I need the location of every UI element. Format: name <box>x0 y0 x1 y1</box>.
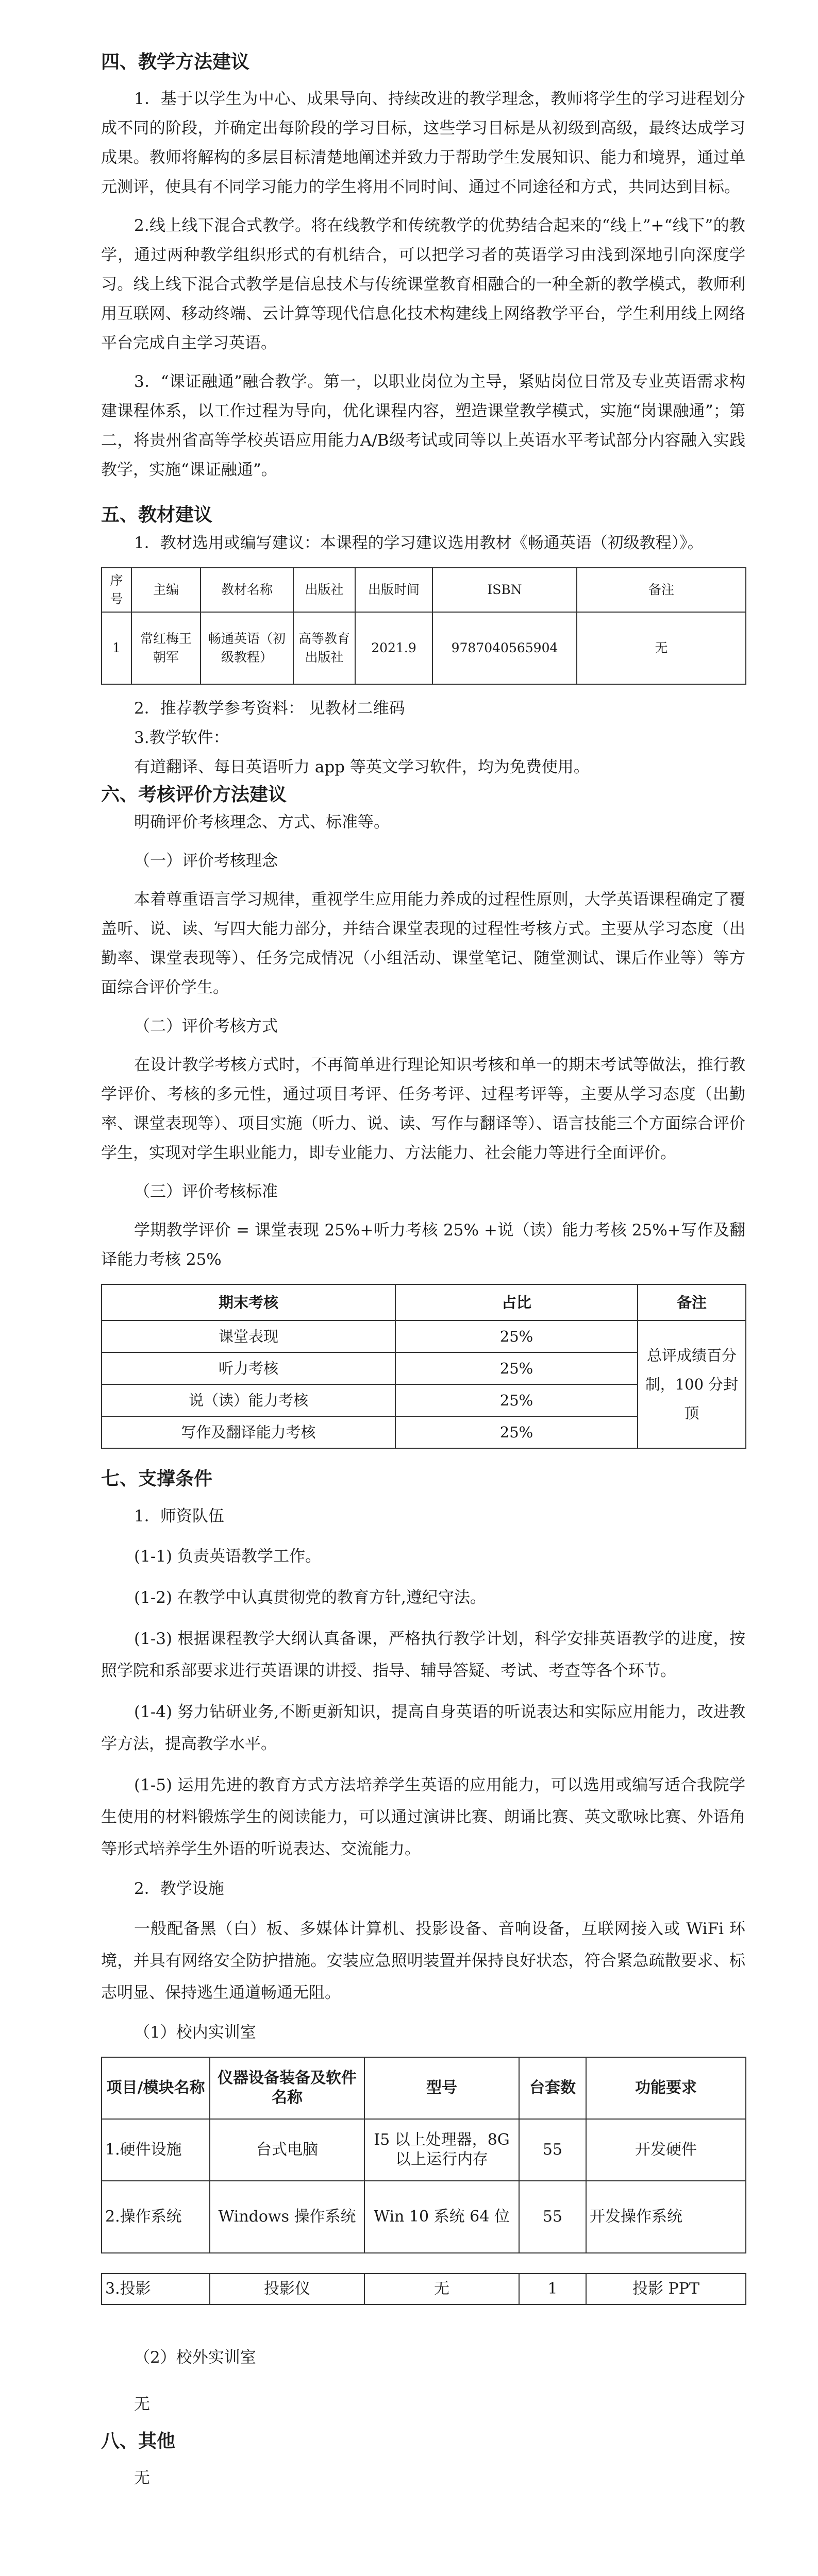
table-header-cell: 教材名称 <box>201 568 293 612</box>
table-cell: 开发操作系统 <box>586 2181 746 2253</box>
table-note-cell: 总评成绩百分制，100 分封顶 <box>638 1320 746 1448</box>
support-item-2: (1-2) 在教学中认真贯彻党的教育方针,遵纪守法。 <box>134 1588 486 1607</box>
textbook-para-2: 2．推荐教学参考资料： 见教材二维码 <box>134 699 405 718</box>
table-cell: 55 <box>519 2119 586 2181</box>
offsite-lab-value: 无 <box>134 2395 150 2414</box>
section-5-title: 五、教材建议 <box>101 504 213 526</box>
table-header-cell: 项目/模块名称 <box>102 2057 210 2119</box>
support-item-5: (1-5) 运用先进的教育方式方法培养学生英语的应用能力，可以选用或编写适合我院学生使用的材料锻炼学生的阅读能力，可以通过演讲比赛、朗诵比赛、英文歌咏比赛、外语角等形式培养学生外语的听说表达、交流能力。 <box>101 1775 745 1858</box>
table-cell: 2021.9 <box>355 612 432 684</box>
support-subheading-1: 1．师资队伍 <box>134 1506 224 1526</box>
table-cell: 25% <box>395 1416 638 1448</box>
table-cell: 9787040565904 <box>432 612 577 684</box>
table-header-cell: 序号 <box>102 568 131 612</box>
table-cell: 3.投影 <box>102 2274 210 2304</box>
assessment-subheading-1: （一）评价考核理念 <box>134 852 278 871</box>
assessment-subheading-3: （三）评价考核标准 <box>134 1182 278 1201</box>
offsite-lab-heading: （2）校外实训室 <box>134 2348 256 2367</box>
table-header-cell: 仪器设备装备及软件名称 <box>210 2057 364 2119</box>
other-value: 无 <box>134 2468 150 2487</box>
table-header-cell: 功能要求 <box>586 2057 746 2119</box>
teaching-method-para-2: 2.线上线下混合式教学。将在线教学和传统教学的优势结合起来的“线上”+“线下”的教学，通过两种教学组织形式的有机结合，可以把学习者的英语学习由浅到深地引向深度学习。线上线下混合式教学是信息技术与传统课堂教育相融合的一种全新的教学模式，教师利用互联网、移动终端、云计算等现代信息化技术构建线上网络教学平台，学生利用线上网络平台完成自主学习英语。 <box>101 216 745 353</box>
table-cell: 常红梅王朝军 <box>131 612 201 684</box>
table-header-cell: ISBN <box>432 568 577 612</box>
table-cell: 写作及翻译能力考核 <box>102 1416 395 1448</box>
table-cell: 课堂表现 <box>102 1320 395 1352</box>
teaching-method-para-1: 1．基于以学生为中心、成果导向、持续改进的教学理念，教师将学生的学习进程划分成不同的阶段，并确定出每阶段的学习目标，这些学习目标是从初级到高级，最终达成学习成果。教师将解构的多层目标清楚地阐述并致力于帮助学生发展知识、能力和境界，通过单元测评，使具有不同学习能力的学生将用不同时间、通过不同途径和方式，共同达到目标。 <box>101 90 745 197</box>
table-cell: 1 <box>519 2274 586 2304</box>
table-header-cell: 型号 <box>364 2057 519 2119</box>
table-cell: 25% <box>395 1352 638 1384</box>
assessment-para-3: 在设计教学考核方式时，不再简单进行理论知识考核和单一的期末考试等做法，推行教学评价、考核的多元性，通过项目考评、任务考评、过程考评等，主要从学习态度（出勤率、课堂表现等）、项目实施（听力、说、读、写作与翻译等）、语言技能三个方面综合评价学生，实现对学生职业能力，即专业能力、方法能力、社会能力等进行全面评价。 <box>101 1056 745 1163</box>
support-item-1: (1-1) 负责英语教学工作。 <box>134 1547 321 1566</box>
table-cell: 25% <box>395 1384 638 1416</box>
support-item-3: (1-3) 根据课程教学大纲认真备课，严格执行教学计划，科学安排英语教学的进度，按照学院和系部要求进行英语课的讲授、指导、辅导答疑、考试、考查等各个环节。 <box>101 1629 745 1680</box>
lab-table <box>101 2057 746 2253</box>
table-header-cell: 备注 <box>577 568 746 612</box>
textbook-para-4: 有道翻译、每日英语听力 app 等英文学习软件，均为免费使用。 <box>134 757 590 776</box>
textbook-para-1: 1．教材选用或编写建议：本课程的学习建议选用教材《畅通英语（初级教程）》。 <box>134 533 704 552</box>
table-row <box>102 612 746 684</box>
table-cell: 55 <box>519 2181 586 2253</box>
table-header-cell: 主编 <box>131 568 201 612</box>
table-row <box>102 2274 746 2304</box>
assessment-formula: 学期教学评价 = 课堂表现 25%+听力考核 25% +说（读）能力考核 25%+写作及翻译能力考核 25% <box>101 1221 745 1269</box>
lab-table-header <box>102 2057 746 2119</box>
textbook-para-3: 3.教学软件： <box>134 728 229 747</box>
section-8-title: 八、其他 <box>101 2430 176 2452</box>
support-subheading-2: 2．教学设施 <box>134 1879 224 1898</box>
table-row <box>102 2181 746 2253</box>
table-cell: 1.硬件设施 <box>102 2119 210 2181</box>
table-header-cell: 出版时间 <box>355 568 432 612</box>
assessment-para-1: 明确评价考核理念、方式、标准等。 <box>134 813 390 832</box>
table-cell: I5 以上处理器，8G 以上运行内存 <box>364 2119 519 2181</box>
onsite-lab-heading: （1）校内实训室 <box>134 2023 256 2042</box>
table-cell: 说（读）能力考核 <box>102 1384 395 1416</box>
table-cell: 无 <box>577 612 746 684</box>
table-cell: 听力考核 <box>102 1352 395 1384</box>
table-cell: 1 <box>102 612 131 684</box>
table-cell: 台式电脑 <box>210 2119 364 2181</box>
textbook-table-header <box>102 568 746 612</box>
table-cell: 投影仪 <box>210 2274 364 2304</box>
table-header-cell: 占比 <box>395 1284 638 1320</box>
table-row <box>102 1320 746 1352</box>
section-6-title: 六、考核评价方法建议 <box>101 784 287 805</box>
table-cell: Win 10 系统 64 位 <box>364 2181 519 2253</box>
assessment-table-header <box>102 1284 746 1320</box>
table-header-cell: 备注 <box>638 1284 746 1320</box>
section-7-title: 七、支撑条件 <box>101 1468 213 1490</box>
section-4-title: 四、教学方法建议 <box>101 52 250 73</box>
support-facilities-para: 一般配备黑（白）板、多媒体计算机、投影设备、音响设备，互联网接入或 WiFi 环境，并具有网络安全防护措施。安装应急照明装置并保持良好状态，符合紧急疏散要求、标志明显、保持逃生通道畅通无阻。 <box>101 1919 745 2002</box>
table-cell: 2.操作系统 <box>102 2181 210 2253</box>
support-item-4: (1-4) 努力钻研业务,不断更新知识，提高自身英语的听说表达和实际应用能力，改进教学方法，提高教学水平。 <box>101 1702 745 1753</box>
table-header-cell: 台套数 <box>519 2057 586 2119</box>
assessment-para-2: 本着尊重语言学习规律，重视学生应用能力养成的过程性原则，大学英语课程确定了覆盖听、说、读、写四大能力部分，并结合课堂表现的过程性考核方式。主要从学习态度（出勤率、课堂表现等）、任务完成情况（小组活动、课堂笔记、随堂测试、课后作业等）等方面综合评价学生。 <box>101 890 745 997</box>
table-cell: 开发硬件 <box>586 2119 746 2181</box>
table-header-cell: 出版社 <box>293 568 355 612</box>
table-cell: 无 <box>364 2274 519 2304</box>
table-cell: 高等教育出版社 <box>293 612 355 684</box>
table-cell: Windows 操作系统 <box>210 2181 364 2253</box>
lab-table-continued <box>101 2273 746 2305</box>
document-content <box>101 49 745 2493</box>
table-cell: 25% <box>395 1320 638 1352</box>
teaching-method-para-3: 3．“课证融通”融合教学。第一，以职业岗位为主导，紧贴岗位日常及专业英语需求构建课程体系，以工作过程为导向，优化课程内容，塑造课堂教学模式，实施“岗课融通”；第二，将贵州省高等学校英语应用能力A/B级考试或同等以上英语水平考试部分内容融入实践教学，实施“课证融通”。 <box>101 372 745 480</box>
assessment-subheading-2: （二）评价考核方式 <box>134 1017 278 1036</box>
table-cell: 投影 PPT <box>586 2274 746 2304</box>
table-row <box>102 2119 746 2181</box>
table-header-cell: 期末考核 <box>102 1284 395 1320</box>
table-cell: 畅通英语（初级教程） <box>201 612 293 684</box>
textbook-table <box>101 567 746 685</box>
assessment-table <box>101 1284 746 1449</box>
